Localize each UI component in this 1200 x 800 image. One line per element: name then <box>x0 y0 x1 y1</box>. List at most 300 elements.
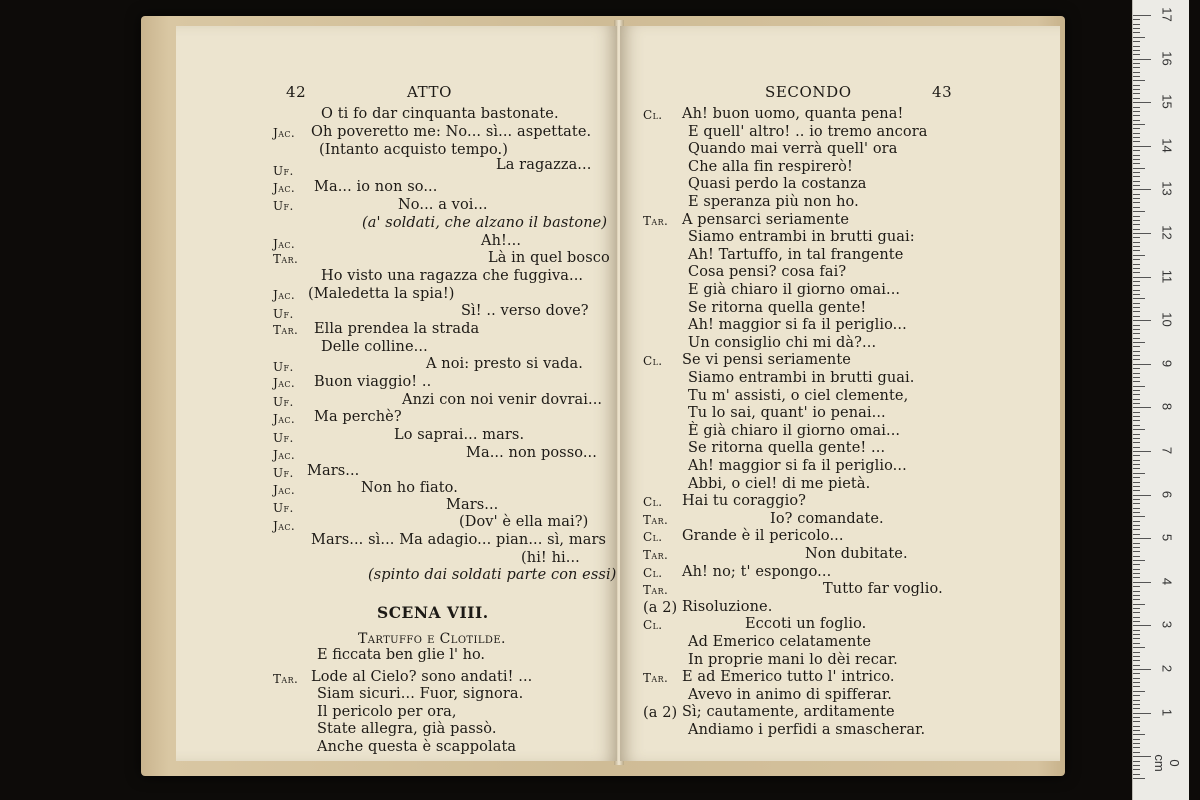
ruler-tick <box>1133 98 1140 99</box>
ruler-tick <box>1133 272 1140 273</box>
ruler-tick <box>1133 351 1140 352</box>
scene-line-3: Il pericolo per ora, <box>317 704 457 720</box>
scene-line-1: Lode al Cielo? sono andati! ... <box>311 669 533 685</box>
left-line-17: Buon viaggio! .. <box>314 374 432 390</box>
ruler-tick <box>1133 176 1140 177</box>
ruler-tick <box>1133 691 1145 692</box>
ruler-tick <box>1133 24 1140 25</box>
ruler-tick <box>1133 765 1140 766</box>
scene-speaker-1: Tar. <box>273 672 299 686</box>
ruler-tick <box>1133 298 1145 299</box>
right-speaker-28: Tar. <box>643 583 669 598</box>
right-line-18: Tu lo sai, quant' io penai... <box>688 405 886 422</box>
ruler-tick <box>1133 429 1145 430</box>
ruler-tick <box>1133 54 1140 55</box>
ruler-tick <box>1133 311 1140 312</box>
ruler-tick <box>1133 277 1151 278</box>
ruler-tick <box>1133 495 1151 496</box>
ruler-tick <box>1133 150 1140 151</box>
left-speaker-16: Uf. <box>273 360 294 374</box>
right-speaker-29: (a 2) <box>643 599 678 616</box>
ruler-tick <box>1133 734 1145 735</box>
ruler-label: 5 <box>1159 534 1175 542</box>
ruler-label: 3 <box>1159 621 1175 629</box>
left-speaker-19: Jac. <box>273 412 296 426</box>
ruler-tick <box>1133 381 1140 382</box>
ruler-tick <box>1133 111 1140 112</box>
ruler-tick <box>1133 237 1140 238</box>
ruler-tick <box>1133 455 1140 456</box>
left-line-2: Oh poveretto me: No... sì... aspettate. <box>311 124 592 140</box>
ruler-tick <box>1133 490 1140 491</box>
ruler-tick <box>1133 700 1140 701</box>
ruler-tick <box>1133 377 1140 378</box>
left-line-20: Lo saprai... mars. <box>394 427 525 443</box>
ruler-tick <box>1133 50 1140 51</box>
ruler-tick <box>1133 155 1140 156</box>
ruler-tick <box>1133 774 1140 775</box>
ruler-label: 2 <box>1159 664 1175 673</box>
ruler-tick <box>1133 89 1140 90</box>
ruler-tick <box>1133 59 1151 60</box>
scene-characters: Tartuffo e Clotilde. <box>358 631 506 647</box>
right-line-23: Hai tu coraggio? <box>682 493 807 510</box>
left-speaker-4: Uf. <box>273 164 294 178</box>
right-line-13: Ah! maggior si fa il periglio... <box>688 317 907 334</box>
right-line-27: Ah! no; t' espongo... <box>682 563 832 580</box>
scene-line-6: E ficcata ben glie l' ho. <box>317 647 486 663</box>
right-line-36: Andiamo i perfidi a smascherar. <box>688 722 926 738</box>
ruler-tick <box>1133 181 1140 182</box>
right-speaker-35: (a 2) <box>643 705 678 722</box>
ruler-tick <box>1133 564 1140 565</box>
ruler-tick <box>1133 416 1140 417</box>
right-line-8: Siamo entrambi in brutti guai: <box>688 229 915 246</box>
ruler-tick <box>1133 19 1140 20</box>
right-line-20: Se ritorna quella gente! ... <box>688 440 886 457</box>
ruler-tick <box>1133 547 1140 548</box>
ruler-tick <box>1133 686 1140 687</box>
ruler-tick <box>1133 290 1140 291</box>
ruler-tick <box>1133 468 1140 469</box>
left-speaker-25: Jac. <box>273 519 296 533</box>
ruler-tick <box>1133 586 1140 587</box>
ruler-tick <box>1133 329 1140 330</box>
ruler-tick <box>1133 477 1140 478</box>
left-line-16: A noi: presto si vada. <box>426 356 583 372</box>
scene-line-5: Anche questa è scappolata <box>317 739 517 755</box>
ruler-label: 7 <box>1159 446 1175 455</box>
right-line-24: Io? comandate. <box>770 510 884 527</box>
left-speaker-23: Jac. <box>273 483 296 497</box>
ruler-tick <box>1133 669 1151 670</box>
ruler-tick <box>1133 582 1151 583</box>
left-line-26: Mars... sì... Ma adagio... pian... sì, mars <box>311 532 607 548</box>
ruler-tick <box>1133 72 1140 73</box>
scene-line-4: State allegra, già passò. <box>317 721 497 737</box>
ruler-tick <box>1133 259 1140 260</box>
right-running-head: SECONDO <box>765 83 852 101</box>
right-speaker-25: Cl. <box>643 530 663 545</box>
ruler-tick <box>1133 303 1140 304</box>
ruler-tick <box>1133 743 1140 744</box>
left-speaker-14: Tar. <box>273 323 299 337</box>
right-line-3: Quando mai verrà quell' ora <box>688 141 898 158</box>
right-line-6: E speranza più non ho. <box>688 194 859 210</box>
ruler-tick <box>1133 625 1151 626</box>
ruler-tick <box>1133 76 1140 77</box>
ruler-label: 16 <box>1159 50 1175 66</box>
left-line-14: Ella prendea la strada <box>314 321 480 337</box>
right-line-35: Sì; cautamente, arditamente <box>682 704 895 721</box>
ruler-tick <box>1133 425 1140 426</box>
right-line-9: Ah! Tartuffo, in tal frangente <box>688 246 904 263</box>
right-line-32: In proprie mani lo dèi recar. <box>688 651 898 668</box>
ruler-tick <box>1133 120 1140 121</box>
ruler-label: 1 <box>1159 708 1175 716</box>
ruler-tick <box>1133 194 1140 195</box>
ruler-tick <box>1133 320 1151 321</box>
ruler-tick <box>1133 508 1140 509</box>
ruler-tick <box>1133 333 1140 334</box>
measuring-ruler <box>1132 0 1189 800</box>
ruler-tick <box>1133 294 1140 295</box>
ruler-tick <box>1133 233 1151 234</box>
ruler-tick <box>1133 560 1145 561</box>
left-speaker-20: Uf. <box>273 431 294 445</box>
ruler-tick <box>1133 386 1145 387</box>
ruler-tick <box>1133 739 1140 740</box>
ruler-tick <box>1133 80 1145 81</box>
left-page-number: 42 <box>286 83 307 101</box>
ruler-label: 6 <box>1159 490 1175 498</box>
ruler-tick <box>1133 778 1145 779</box>
left-line-12: (Maledetta la spia!) <box>308 286 455 302</box>
right-line-31: Ad Emerico celatamente <box>688 634 872 650</box>
ruler-tick <box>1133 420 1140 421</box>
left-line-27: (hi! hi... <box>521 550 580 566</box>
ruler-tick <box>1133 159 1140 160</box>
ruler-tick <box>1133 617 1140 618</box>
ruler-tick <box>1133 124 1145 125</box>
ruler-tick <box>1133 32 1140 33</box>
ruler-label: 12 <box>1159 225 1175 240</box>
left-running-head: ATTO <box>407 83 452 101</box>
ruler-tick <box>1133 717 1140 718</box>
left-line-23: Non ho fiato. <box>361 480 458 496</box>
ruler-tick <box>1133 529 1140 530</box>
ruler-tick <box>1133 107 1140 108</box>
ruler-tick <box>1133 189 1151 190</box>
ruler-tick <box>1133 224 1140 225</box>
ruler-tick <box>1133 316 1140 317</box>
ruler-tick <box>1133 516 1145 517</box>
ruler-tick <box>1133 682 1140 683</box>
ruler-tick <box>1133 460 1140 461</box>
ruler-tick <box>1133 473 1145 474</box>
ruler-tick <box>1133 255 1145 256</box>
right-line-7: A pensarci seriamente <box>682 211 850 228</box>
ruler-tick <box>1133 599 1140 600</box>
ruler-tick <box>1133 368 1140 369</box>
ruler-tick <box>1133 128 1140 129</box>
right-line-2: E quell' altro! .. io tremo ancora <box>688 123 928 140</box>
ruler-tick <box>1133 307 1140 308</box>
left-speaker-10: Tar. <box>273 252 299 266</box>
right-line-34: Avevo in animo di spifferar. <box>688 686 893 703</box>
ruler-tick <box>1133 730 1140 731</box>
right-line-11: E già chiaro il giorno omai... <box>688 282 901 298</box>
ruler-tick <box>1133 656 1140 657</box>
ruler-tick <box>1133 281 1140 282</box>
ruler-tick <box>1133 346 1140 347</box>
left-speaker-7: Uf. <box>273 199 294 213</box>
ruler-tick <box>1133 220 1140 221</box>
ruler-label: 9 <box>1159 359 1175 367</box>
ruler-tick <box>1133 207 1140 208</box>
ruler-tick <box>1133 752 1140 753</box>
left-line-24: Mars... <box>446 497 499 513</box>
ruler-tick <box>1133 704 1140 705</box>
ruler-tick <box>1133 678 1140 679</box>
left-speaker-6: Jac. <box>273 181 296 195</box>
right-line-1: Ah! buon uomo, quanta pena! <box>682 106 904 122</box>
left-line-22: Mars... <box>307 463 360 479</box>
right-line-22: Abbi, o ciel! di me pietà. <box>688 475 871 492</box>
ruler-tick <box>1133 28 1140 29</box>
right-line-26: Non dubitate. <box>805 546 908 562</box>
left-speaker-21: Jac. <box>273 448 296 462</box>
ruler-tick <box>1133 708 1140 709</box>
ruler-tick <box>1133 355 1140 356</box>
right-line-15: Se vi pensi seriamente <box>682 352 851 369</box>
ruler-tick <box>1133 761 1140 762</box>
ruler-tick <box>1133 250 1140 251</box>
ruler-tick <box>1133 229 1140 230</box>
ruler-tick <box>1133 141 1140 142</box>
ruler-tick <box>1133 503 1140 504</box>
ruler-tick <box>1133 721 1140 722</box>
scene-title: SCENA VIII. <box>377 603 489 622</box>
ruler-tick <box>1133 569 1140 570</box>
ruler-tick <box>1133 647 1145 648</box>
ruler-tick <box>1133 137 1140 138</box>
ruler-tick <box>1133 438 1140 439</box>
ruler-label: 17 <box>1159 7 1175 22</box>
ruler-tick <box>1133 556 1140 557</box>
right-line-28: Tutto far voglio. <box>823 581 943 598</box>
right-line-21: Ah! maggior si fa il periglio... <box>688 458 907 474</box>
ruler-tick <box>1133 551 1140 552</box>
left-line-6: Ma... io non so... <box>314 179 438 195</box>
ruler-tick <box>1133 133 1140 134</box>
ruler-tick <box>1133 46 1140 47</box>
left-speaker-24: Uf. <box>273 501 294 515</box>
left-line-7: No... a voi... <box>398 197 488 213</box>
left-speaker-18: Uf. <box>273 395 294 409</box>
ruler-label: 14 <box>1159 138 1175 153</box>
left-line-8-stage-direction: (a' soldati, che alzano il bastone) <box>362 215 608 231</box>
right-line-29: Risoluzione. <box>682 598 773 615</box>
ruler-tick <box>1133 525 1140 526</box>
ruler-tick <box>1133 621 1140 622</box>
scene-line-2: Siam sicuri... Fuor, signora. <box>317 686 524 702</box>
ruler-tick <box>1133 246 1140 247</box>
ruler-tick <box>1133 41 1140 42</box>
ruler-tick <box>1133 172 1140 173</box>
ruler-tick <box>1133 591 1140 592</box>
ruler-tick <box>1133 342 1145 343</box>
ruler-label: 11 <box>1159 269 1175 283</box>
ruler-label: 0 cm <box>1152 754 1182 772</box>
left-speaker-13: Uf. <box>273 307 294 321</box>
ruler-tick <box>1133 451 1151 452</box>
right-line-30: Eccoti un foglio. <box>745 616 867 633</box>
ruler-tick <box>1133 359 1140 360</box>
ruler-tick <box>1133 726 1140 727</box>
ruler-tick <box>1133 521 1140 522</box>
ruler-label: 15 <box>1159 94 1175 109</box>
ruler-tick <box>1133 604 1145 605</box>
left-line-3: (Intanto acquisto tempo.) <box>319 142 509 158</box>
ruler-tick <box>1133 769 1140 770</box>
right-line-12: Se ritorna quella gente! <box>688 299 867 316</box>
ruler-tick <box>1133 434 1140 435</box>
ruler-tick <box>1133 756 1151 757</box>
ruler-tick <box>1133 543 1140 544</box>
ruler-tick <box>1133 242 1140 243</box>
right-speaker-33: Tar. <box>643 671 669 686</box>
ruler-tick <box>1133 538 1151 539</box>
ruler-tick <box>1133 634 1140 635</box>
ruler-tick <box>1133 264 1140 265</box>
ruler-tick <box>1133 447 1140 448</box>
left-line-21: Ma... non posso... <box>466 445 597 461</box>
right-speaker-26: Tar. <box>643 548 669 562</box>
right-speaker-30: Cl. <box>643 618 663 633</box>
right-speaker-24: Tar. <box>643 512 669 527</box>
right-line-19: È già chiaro il giorno omai... <box>688 422 901 439</box>
right-line-10: Cosa pensi? cosa fai? <box>688 264 847 281</box>
right-line-16: Siamo entrambi in brutti guai. <box>688 370 915 386</box>
left-speaker-17: Jac. <box>273 376 296 390</box>
ruler-tick <box>1133 63 1140 64</box>
ruler-tick <box>1133 673 1140 674</box>
ruler-tick <box>1133 268 1140 269</box>
left-line-1: O ti fo dar cinquanta bastonate. <box>321 106 559 122</box>
ruler-tick <box>1133 665 1140 666</box>
right-speaker-27: Cl. <box>643 565 663 580</box>
ruler-tick <box>1133 695 1140 696</box>
ruler-tick <box>1133 407 1151 408</box>
left-speaker-22: Uf. <box>273 466 294 480</box>
ruler-tick <box>1133 163 1140 164</box>
right-page-number: 43 <box>932 83 953 101</box>
ruler-tick <box>1133 660 1140 661</box>
ruler-tick <box>1133 747 1140 748</box>
ruler-tick <box>1133 67 1140 68</box>
ruler-tick <box>1133 464 1140 465</box>
ruler-tick <box>1133 399 1140 400</box>
left-speaker-12: Jac. <box>273 288 296 302</box>
left-speaker-2: Jac. <box>273 126 296 140</box>
right-line-5: Quasi perdo la costanza <box>688 176 867 193</box>
ruler-tick <box>1133 394 1140 395</box>
ruler-tick <box>1133 364 1151 365</box>
ruler-tick <box>1133 643 1140 644</box>
ruler-label: 10 <box>1159 312 1175 327</box>
ruler-tick <box>1133 216 1140 217</box>
ruler-tick <box>1133 595 1140 596</box>
left-line-28-stage-direction: (spinto dai soldati parte con essi) <box>368 567 617 583</box>
ruler-tick <box>1133 202 1140 203</box>
ruler-tick <box>1133 373 1140 374</box>
right-page <box>620 26 1060 761</box>
ruler-tick <box>1133 211 1145 212</box>
left-line-5: La ragazza... <box>496 157 592 173</box>
ruler-tick <box>1133 499 1140 500</box>
ruler-tick <box>1133 577 1140 578</box>
ruler-tick <box>1133 102 1151 103</box>
ruler-tick <box>1133 185 1140 186</box>
left-line-10: Là in quel bosco <box>488 250 610 266</box>
ruler-tick <box>1133 630 1140 631</box>
left-line-13: Sì! .. verso dove? <box>461 303 589 319</box>
ruler-tick <box>1133 198 1140 199</box>
ruler-tick <box>1133 37 1145 38</box>
left-speaker-9: Jac. <box>273 237 296 251</box>
left-line-25: (Dov' è ella mai?) <box>459 514 589 530</box>
ruler-tick <box>1133 403 1140 404</box>
ruler-tick <box>1133 93 1140 94</box>
left-line-18: Anzi con noi venir dovrai... <box>402 392 603 408</box>
right-speaker-23: Cl. <box>643 495 663 510</box>
right-speaker-7: Tar. <box>643 213 669 228</box>
ruler-tick <box>1133 512 1140 513</box>
right-line-33: E ad Emerico tutto l' intrico. <box>682 669 895 686</box>
ruler-tick <box>1133 338 1140 339</box>
ruler-tick <box>1133 482 1140 483</box>
ruler-tick <box>1133 573 1140 574</box>
ruler-tick <box>1133 486 1140 487</box>
ruler-tick <box>1133 285 1140 286</box>
ruler-tick <box>1133 325 1140 326</box>
ruler-tick <box>1133 168 1145 169</box>
ruler-tick <box>1133 115 1140 116</box>
ruler-tick <box>1133 534 1140 535</box>
ruler-tick <box>1133 390 1140 391</box>
ruler-tick <box>1133 638 1140 639</box>
ruler-tick <box>1133 146 1151 147</box>
ruler-tick <box>1133 612 1140 613</box>
left-line-15: Delle colline... <box>321 339 428 355</box>
left-line-19: Ma perchè? <box>314 409 402 425</box>
ruler-tick <box>1133 15 1151 16</box>
left-line-11: Ho visto una ragazza che fuggiva... <box>321 268 584 284</box>
ruler-tick <box>1133 442 1140 443</box>
ruler-tick <box>1133 85 1140 86</box>
ruler-tick <box>1133 652 1140 653</box>
ruler-tick <box>1133 608 1140 609</box>
right-line-4: Che alla fin respirerò! <box>688 158 853 175</box>
right-speaker-15: Cl. <box>643 354 663 369</box>
right-line-25: Grande è il pericolo... <box>682 528 844 545</box>
ruler-tick <box>1133 713 1151 714</box>
ruler-tick <box>1133 412 1140 413</box>
ruler-label: 13 <box>1159 181 1175 197</box>
right-speaker-1: Cl. <box>643 108 663 122</box>
right-line-14: Un consiglio chi mi dà?... <box>688 334 877 351</box>
